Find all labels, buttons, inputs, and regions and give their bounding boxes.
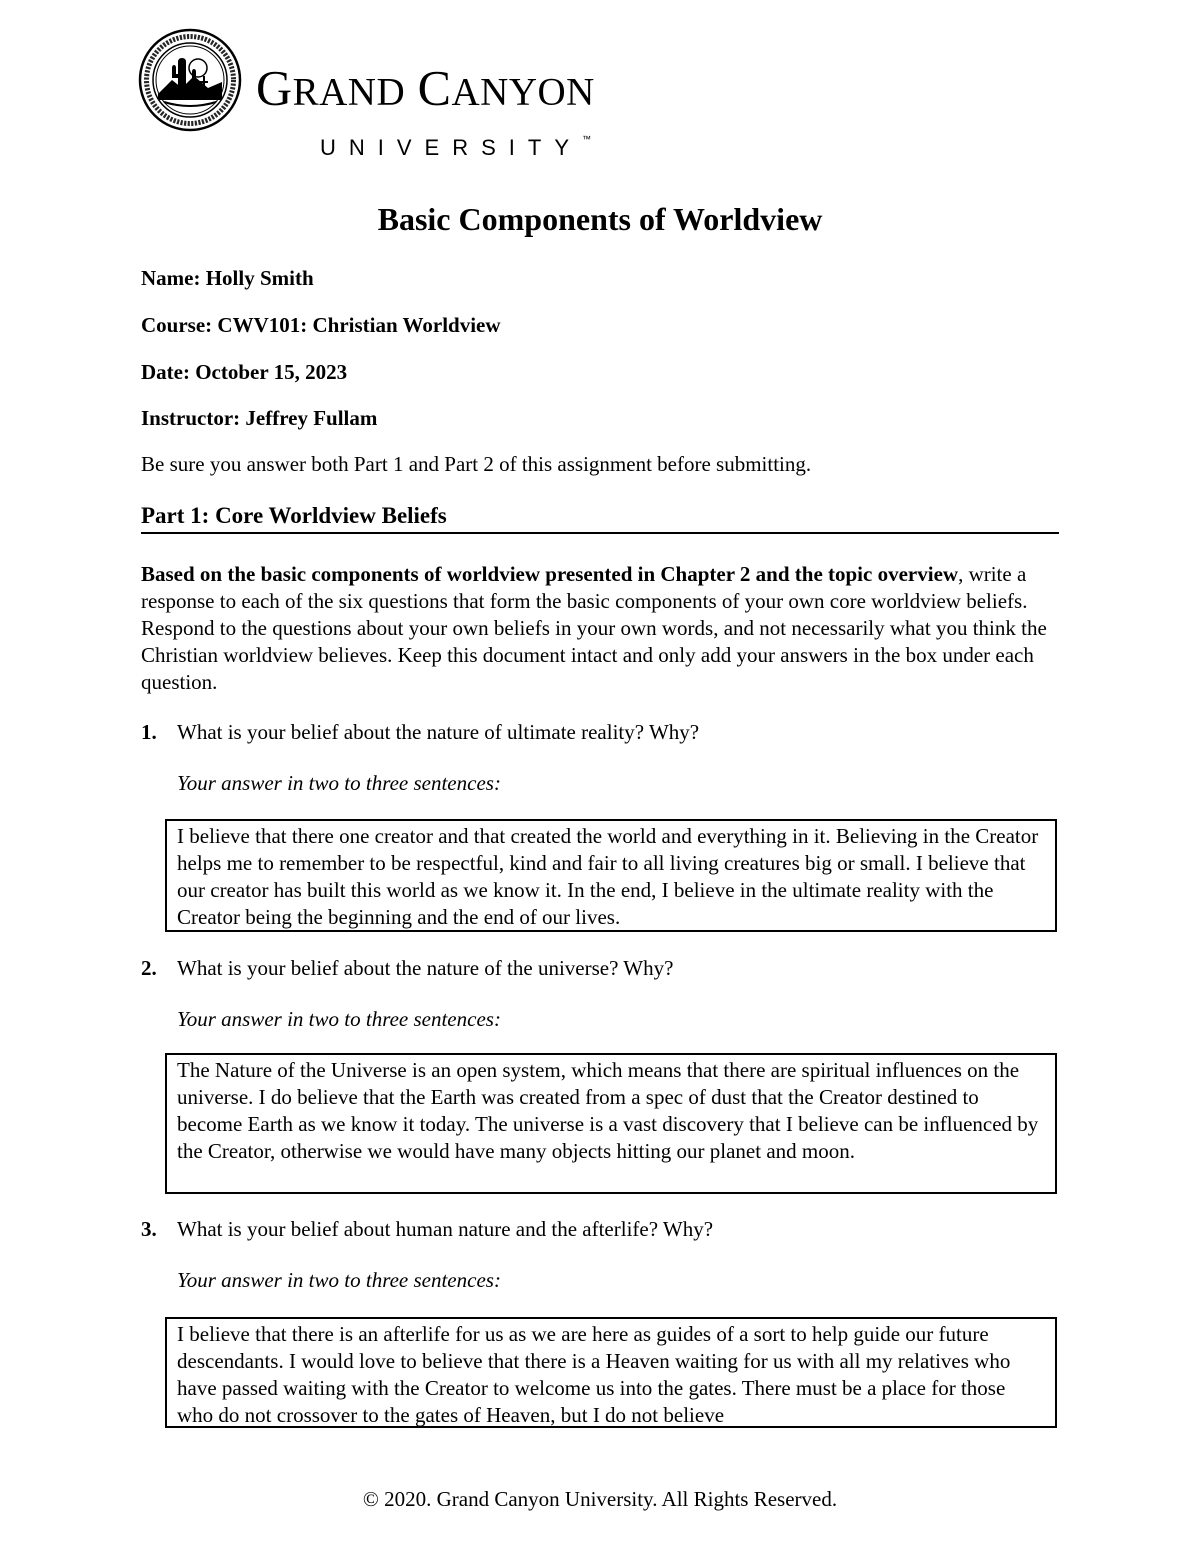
- university-seal-icon: [138, 28, 242, 132]
- answer-box-1[interactable]: I believe that there one creator and that created the world and everything in it. Believing in the Creator helps me to remember to be respectful, kind and fair to all living creatures big or small. I believe that our creator has built this world as we know it. In the end, I believe in the ultimate reality with the Creator being the beginning and the end of our lives.: [165, 819, 1057, 932]
- student-name: Name: Holly Smith: [141, 266, 314, 290]
- logo-wordmark: GRAND CANYON: [256, 59, 595, 116]
- answer-prompt-1: Your answer in two to three sentences:: [177, 771, 501, 795]
- submission-date: Date: October 15, 2023: [141, 360, 348, 384]
- question-2: 2. What is your belief about the nature of the universe? Why?: [141, 956, 674, 980]
- submission-note: Be sure you answer both Part 1 and Part 2 of this assignment before submitting.: [141, 452, 812, 476]
- copyright-footer: © 2020. Grand Canyon University. All Rights Reserved.: [362, 1487, 838, 1511]
- question-1: 1. What is your belief about the nature of ultimate reality? Why?: [141, 720, 700, 744]
- part1-heading: Part 1: Core Worldview Beliefs: [141, 503, 1059, 534]
- answer-prompt-2: Your answer in two to three sentences:: [177, 1007, 501, 1031]
- course-name: Course: CWV101: Christian Worldview: [141, 313, 501, 337]
- answer-box-3[interactable]: I believe that there is an afterlife for us as we are here as guides of a sort to help guide our future descendants. I would love to believe that there is a Heaven waiting for us with all my relatives who have passed waiting with the Creator to welcome us into the gates. There must be a place for those who do not crossover to the gates of Heaven, but I do not believe: [165, 1317, 1057, 1428]
- logo-subline: UNIVERSITY™: [320, 134, 592, 160]
- answer-prompt-3: Your answer in two to three sentences:: [177, 1268, 501, 1292]
- answer-box-2[interactable]: The Nature of the Universe is an open system, which means that there are spiritual influences on the universe. I do believe that the Earth was created from a spec of dust that the Creator destined to become Earth as we know it today. The universe is a vast discovery that I believe can be influenced by the Creator, otherwise we would have many objects hitting our planet and moon.: [165, 1053, 1057, 1194]
- part1-instructions: Based on the basic components of worldview presented in Chapter 2 and the topic overview, write a response to each of the six questions that form the basic components of your own core worldview beliefs. Respond to the questions about your own beliefs in your own words, and not necessarily what you think the Christian worldview believes. Keep this document intact and only add your answers in the box under each question.: [141, 562, 1047, 694]
- question-3: 3. What is your belief about human nature and the afterlife? Why?: [141, 1217, 714, 1241]
- instructor-name: Instructor: Jeffrey Fullam: [141, 406, 378, 430]
- document-title: Basic Components of Worldview: [377, 201, 823, 237]
- university-logo: [138, 28, 618, 160]
